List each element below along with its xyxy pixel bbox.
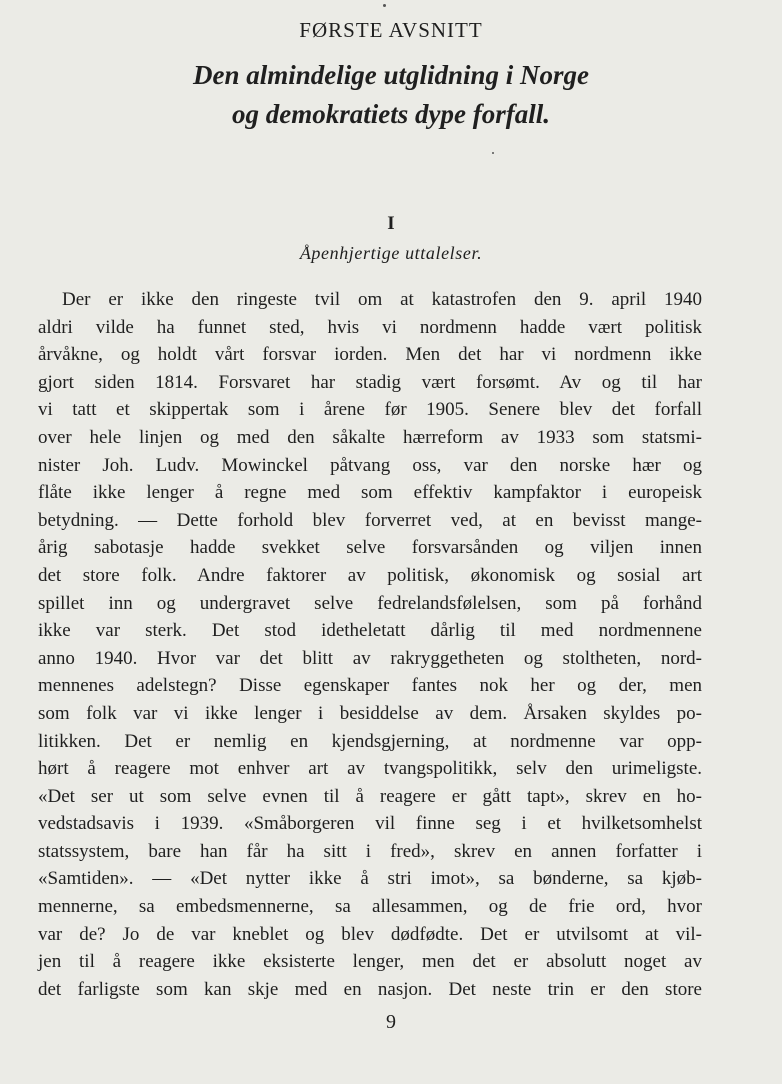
body-line: det farligste som kan skje med en nasjon. Det neste trin er den store — [38, 978, 702, 1000]
body-line: betydning. — Dette forhold blev forverret ved, at en bevisst mange- — [38, 509, 702, 531]
body-line: mennerne, sa embedsmennerne, sa allesammen, og de frie ord, hvor — [38, 896, 702, 918]
body-line: mennenes adelstegn? Disse egenskaper fantes nok her og der, men — [38, 675, 702, 697]
body-line: var de? Jo de var kneblet og blev dødfødte. Det er utvilsomt at vil- — [38, 923, 702, 945]
body-line: vedstadsavis i 1939. «Småborgeren vil finne seg i et hvilketsomhelst — [38, 813, 702, 835]
chapter-title-line-2: og demokratiets dype forfall. — [232, 99, 550, 129]
body-line: «Det ser ut som selve evnen til å reagere er gått tapt», skrev en ho- — [38, 785, 702, 807]
body-line: anno 1940. Hvor var det blitt av rakryggetheten og stoltheten, nord- — [38, 647, 702, 669]
body-line: vi tatt et skippertak som i årene før 1905. Senere blev det forfall — [38, 399, 702, 421]
body-line: over hele linjen og med den såkalte hærreform av 1933 som statsmi- — [38, 426, 702, 448]
body-line: det store folk. Andre faktorer av politisk, økonomisk og sosial art — [38, 564, 702, 586]
body-line: spillet inn og undergravet selve fedrelandsfølelsen, som på forhånd — [38, 592, 702, 614]
page-number: 9 — [386, 1011, 396, 1033]
section-title: Åpenhjertige uttalelser. — [299, 243, 483, 263]
body-line: som folk var vi ikke lenger i besiddelse av dem. Årsaken skyldes po- — [38, 702, 702, 724]
print-speck — [492, 152, 494, 154]
body-line: årvåkne, og holdt vårt forsvar iorden. Men det har vi nordmenn ikke — [38, 344, 702, 366]
part-label: FØRSTE AVSNITT — [299, 18, 483, 42]
print-speck — [383, 4, 386, 7]
body-line: gjort siden 1814. Forsvaret har stadig vært forsømt. Av og til har — [38, 371, 702, 393]
body-line: nister Joh. Ludv. Mowinckel påtvang oss, var den norske hær og — [38, 454, 702, 476]
body-line: hørt å reagere mot enhver art av tvangspolitikk, selv den urimeligste. — [38, 758, 702, 780]
chapter-title-line-1: Den almindelige utglidning i Norge — [192, 60, 590, 90]
body-line: «Samtiden». — «Det nytter ikke å stri imot», sa bønderne, sa kjøb- — [38, 868, 702, 890]
body-line: jen til å reagere ikke eksisterte lenger, men det er absolutt noget av — [38, 951, 702, 973]
body-line: årig sabotasje hadde svekket selve forsvarsånden og viljen innen — [38, 537, 702, 559]
body-text — [38, 286, 702, 1003]
body-line: Der er ikke den ringeste tvil om at katastrofen den 9. april 1940 — [62, 289, 702, 310]
body-line: flåte ikke lenger å regne med som effektiv kampfaktor i europeisk — [38, 482, 702, 504]
body-line: statssystem, bare han får ha sitt i fred», skrev en annen forfatter i — [38, 840, 702, 862]
body-line: ikke var sterk. Det stod idetheletatt dårlig til med nordmennene — [38, 620, 702, 642]
body-line: aldri vilde ha funnet sted, hvis vi nordmenn hadde vært politisk — [38, 316, 702, 338]
section-number: I — [387, 213, 395, 234]
body-line: litikken. Det er nemlig en kjendsgjerning, at nordmenne var opp- — [38, 730, 702, 752]
